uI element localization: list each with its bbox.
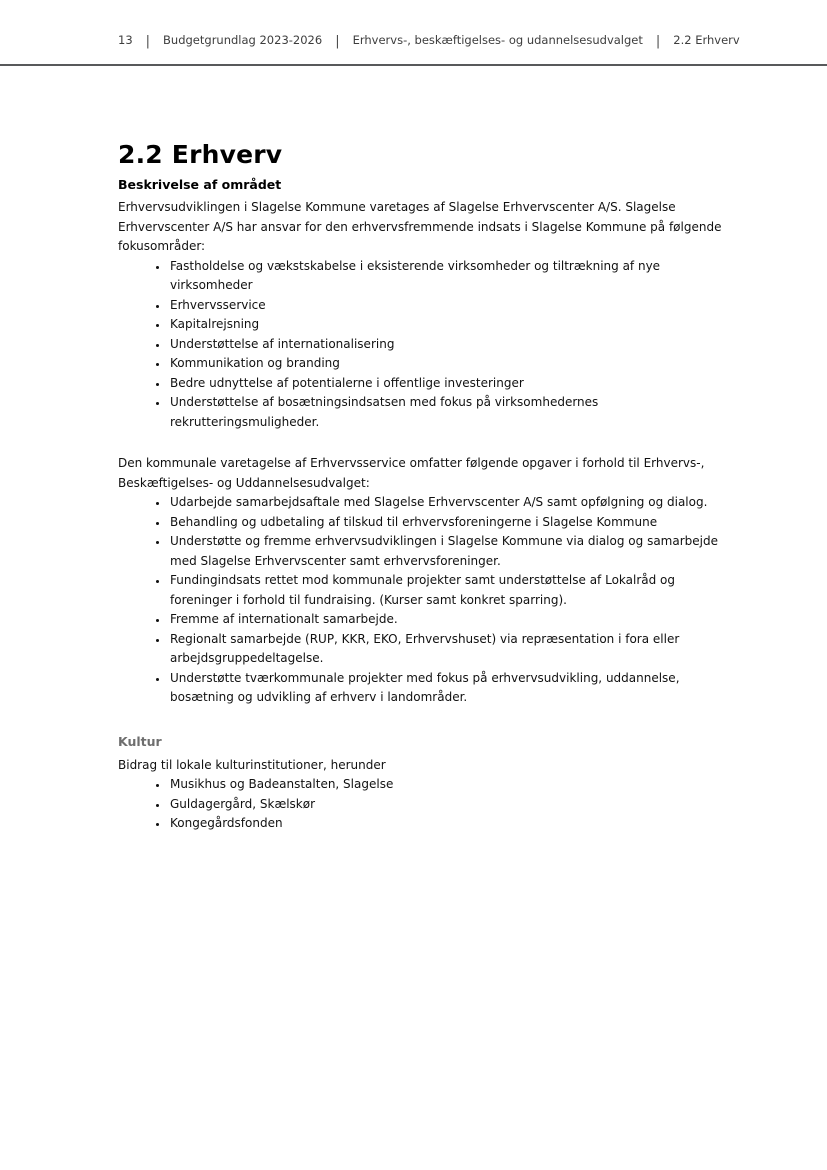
list-item: • Fremme af internationalt samarbejde. (168, 610, 736, 630)
list-item: • Kommunikation og branding (168, 354, 736, 374)
page-title: 2.2 Erhverv (118, 140, 283, 169)
list-item: • Udarbejde samarbejdsaftale med Slagelse Erhvervscenter A/S samt opfølgning og dialog. (168, 493, 736, 513)
list-item: • Fundingindsats rettet mod kommunale projekter samt understøttelse af Lokalråd og foreninger i forhold til fundraising. (Kurser samt konkret sparring). (168, 571, 736, 610)
header-separator: | (335, 34, 340, 49)
list-item: • Bedre udnyttelse af potentialerne i offentlige investeringer (168, 374, 736, 394)
list-item: • Erhvervsservice (168, 296, 736, 316)
page-number: 13 (118, 33, 133, 47)
list-item: • Regionalt samarbejde (RUP, KKR, EKO, Erhvervshuset) via repræsentation i fora eller arbejdsgruppedeltagelse. (168, 630, 736, 669)
page-header (118, 33, 740, 48)
header-divider-rule (0, 64, 827, 66)
kultur-intro: Bidrag til lokale kulturinstitutioner, herunder (118, 757, 386, 772)
section-heading-kultur: Kultur (118, 733, 162, 749)
list-item: • Kapitalrejsning (168, 315, 736, 335)
list-item: • Musikhus og Badeanstalten, Slagelse (168, 775, 736, 795)
list-item: • Fastholdelse og vækstskabelse i eksisterende virksomheder og tiltrækning af nye virksomheder (168, 257, 736, 296)
header-separator: | (655, 34, 661, 49)
header-section: 2.2 Erhverv (673, 33, 740, 47)
tasks-paragraph: Den kommunale varetagelse af Erhvervsservice omfatter følgende opgaver i forhold til Erhvervs-, Beskæftigelses- og Uddannelsesudvalget: (118, 456, 705, 490)
list-item: • Guldagergård, Skælskør (168, 795, 736, 815)
list-item: • Understøttelse af internationalisering (168, 335, 736, 355)
list-item: • Understøtte og fremme erhvervsudviklingen i Slagelse Kommune via dialog og samarbejde med Slagelse Erhvervscenter samt erhvervsforeninger. (168, 532, 736, 571)
list-item: • Understøttelse af bosætningsindsatsen med fokus på virksomhedernes rekrutteringsmuligheder. (168, 393, 736, 432)
header-committee: Erhvervs-, beskæftigelses- og udannelsesudvalget (352, 33, 643, 47)
tasks-list (118, 493, 736, 708)
list-item: • Behandling og udbetaling af tilskud til erhvervsforeningerne i Slagelse Kommune (168, 513, 736, 533)
header-separator: | (145, 34, 151, 49)
list-item: • Understøtte tværkommunale projekter med fokus på erhvervsudvikling, uddannelse, bosætning og udvikling af erhverv i landområder. (168, 669, 736, 708)
kultur-list (118, 775, 736, 834)
header-doc-title: Budgetgrundlag 2023-2026 (163, 33, 323, 47)
intro-paragraph: Erhvervsudviklingen i Slagelse Kommune varetages af Slagelse Erhvervscenter A/S. Slagelse Erhvervscenter A/S har ansvar for den erhvervsfremmende indsats i Slagelse Kommune på følgende fokusområder: (118, 200, 722, 253)
document-content (118, 141, 736, 834)
focus-areas-list (118, 257, 736, 433)
section-heading-beskrivelse: Beskrivelse af området (118, 177, 282, 192)
list-item: • Kongegårdsfonden (168, 814, 736, 834)
